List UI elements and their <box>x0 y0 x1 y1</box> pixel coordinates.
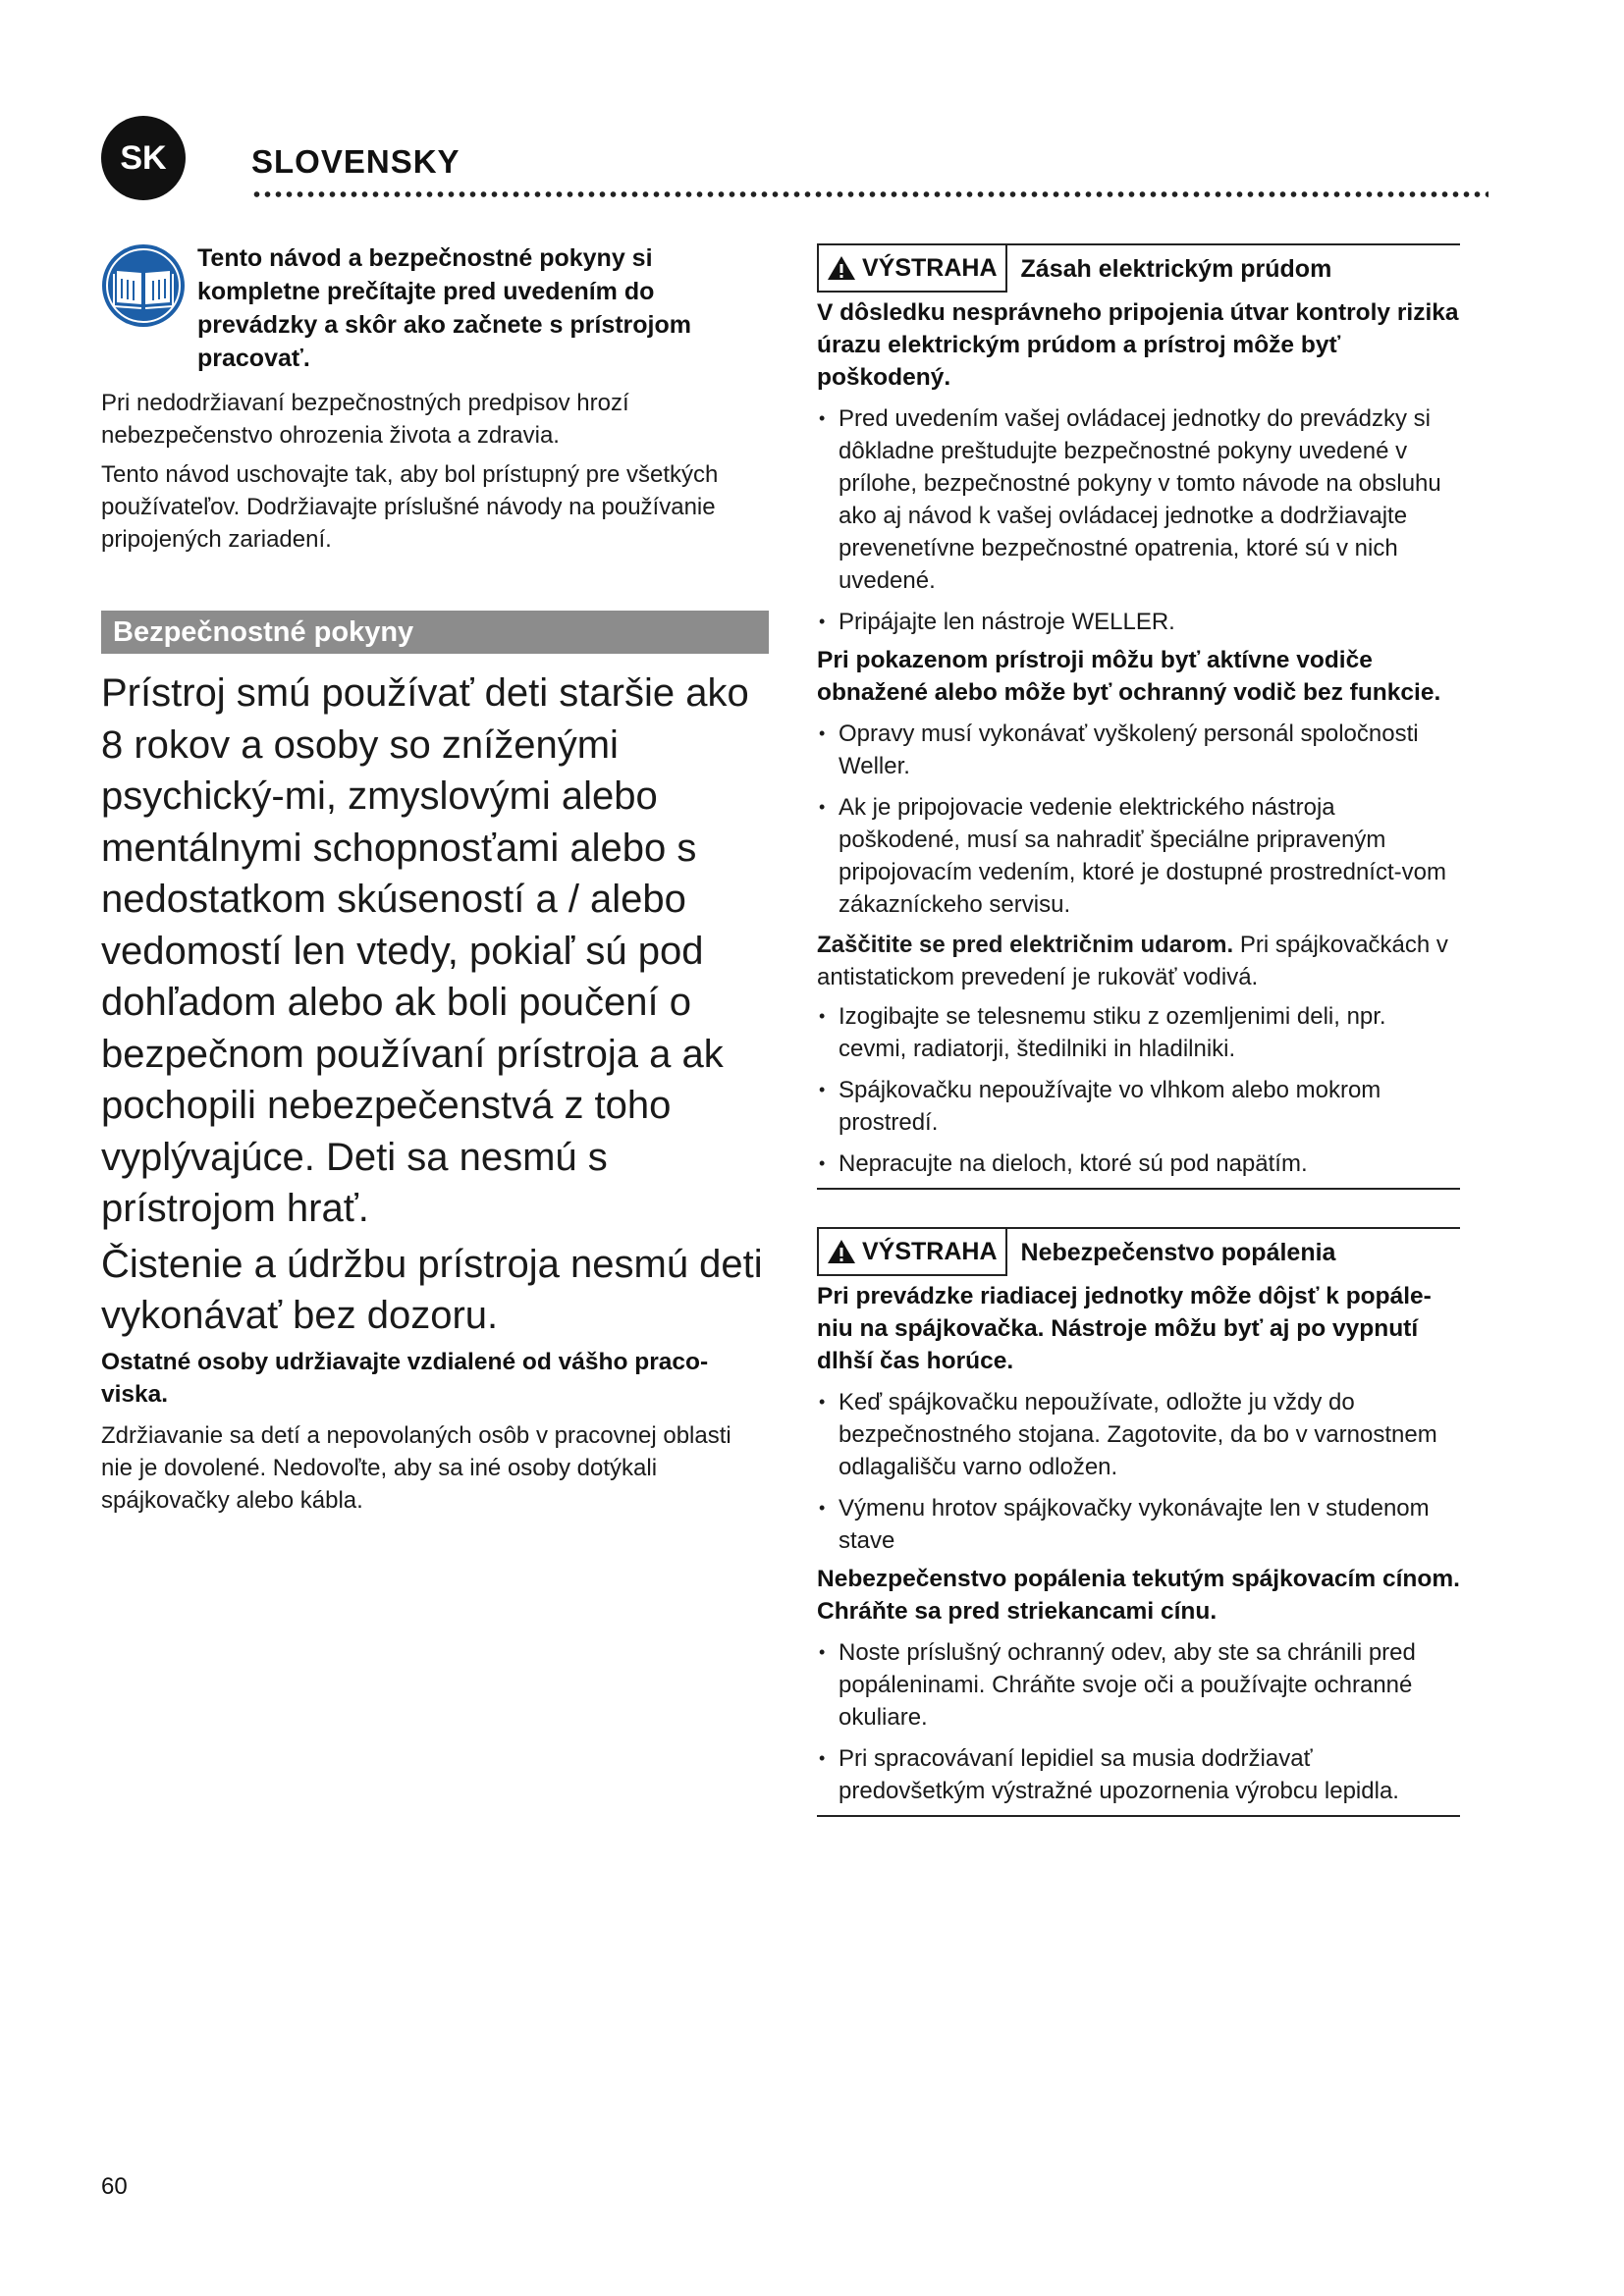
burn-solder-warning: Nebezpečenstvo popálenia tekutým spájkovacím cínom. Chráňte sa pred striekancami cínu. <box>817 1566 1460 1625</box>
intro-block <box>101 241 769 375</box>
list-item: • Ak je pripojovacie vedenie elektrického nástroja poškodené, musí sa nahradiť špeciálne pripraveným pripojovacím vedením, ktoré je dostupné prostredníct-vom zákazníckeho servisu. <box>817 791 1460 921</box>
warning-electric-shock <box>817 243 1460 1190</box>
keep-away-heading: Ostatné osoby udržiavajte vzdialené od vášho praco-viska. <box>101 1348 709 1408</box>
list-item: • Keď spájkovačku nepoužívate, odložte ju vždy do bezpečnostného stojana. Zagotovite, da bo v varnostnem odlagališču varno odložen. <box>817 1386 1460 1483</box>
language-title: SLOVENSKY <box>251 143 460 180</box>
children-warning-text: Prístroj smú používať deti staršie ako 8 rokov a osoby so zníženými psychický-mi, zmyslovými alebo mentálnymi schopnosťami alebo s nedostatkom skúseností a / alebo vedomostí len vtedy, pokiaľ sú pod dohľadom alebo ak boli poučení o bezpečnom používaní prístroja a ak pochopili nebezpečenstvá z toho vyplývajúce. Deti sa nesmú s prístrojom hrať. <box>101 671 749 1230</box>
warning-header <box>817 243 1460 293</box>
cleaning-warning-text: Čistenie a údržbu prístroja nesmú deti vykonávať bez dozoru. <box>101 1242 763 1337</box>
language-badge: SK <box>101 116 186 200</box>
list-item: • Pred uvedením vašej ovládacej jednotky do prevádzky si dôkladne preštudujte bezpečnostné pokyny uvedené v prílohe, bezpečnostné pokyny v tomto návode na obsluhu ako aj návod k vašej ovládacej jednotke a dodržiavajte prevenetívne bezpečnostné opatrenia, ktoré sú v nich uvedené. <box>817 402 1460 597</box>
warning-triangle-icon <box>827 1239 856 1264</box>
list-item: • Noste príslušný ochranný odev, aby ste sa chránili pred popáleninami. Chráňte svoje oči a používajte ochranné okuliare. <box>817 1636 1460 1734</box>
intro-instruction: Tento návod a bezpečnostné pokyny si kompletne prečítajte pred uvedením do prevádzky a skôr ako začnete s prístrojom pracovať. <box>197 244 691 372</box>
list-item: • Pri spracovávaní lepidiel sa musia dodržiavať predovšetkým výstražné upozornenia výrobcu lepidla. <box>817 1742 1460 1807</box>
warning-tag-label: VÝSTRAHA <box>862 1237 998 1265</box>
block-divider <box>817 1188 1460 1190</box>
protect-bold: Zaščitite se pred električnim udarom. <box>817 932 1234 958</box>
defect-warning: Pri pokazenom prístroji môžu byť aktívne vodiče obnažené alebo môže byť ochranný vodič bez funkcie. <box>817 647 1441 706</box>
list-item: • Izogibajte se telesnemu stiku z ozemljenimi deli, npr. cevmi, radiatorji, štedilniki in hladilniki. <box>817 1000 1460 1065</box>
warning-lead: Pri prevádzke riadiacej jednotky môže dôjsť k popále-niu na spájkovačka. Nástroje môžu byť aj po vypnutí dlhší čas horúce. <box>817 1283 1432 1374</box>
intro-paragraph-1: Pri nedodržiavaní bezpečnostných predpisov hrozí nebezpečenstvo ohrozenia života a zdravia. <box>101 390 629 449</box>
list-item: • Výmenu hrotov spájkovačky vykonávajte len v studenom stave <box>817 1492 1460 1557</box>
read-manual-icon <box>101 243 186 328</box>
section-heading: Bezpečnostné pokyny <box>101 611 769 654</box>
warning-tag <box>817 1229 1007 1276</box>
bullet-list <box>817 402 1460 638</box>
warning-title: Zásah elektrickým prúdom <box>1020 254 1332 283</box>
keep-away-paragraph: Zdržiavanie sa detí a nepovolaných osôb v pracovnej oblasti nie je dovolené. Nedovoľte, aby sa iné osoby dotýkali spájkovačky alebo kábla. <box>101 1421 731 1514</box>
list-item: • Opravy musí vykonávať vyškolený personál spoločnosti Weller. <box>817 718 1460 782</box>
protect-rest: Pri spájkovačkách v antistatickom prevedení je rukoväť vodivá. <box>817 932 1448 990</box>
warning-tag <box>817 245 1007 293</box>
protect-paragraph <box>817 929 1460 993</box>
bullet-list <box>817 718 1460 921</box>
list-item: • Spájkovačku nepoužívajte vo vlhkom alebo mokrom prostredí. <box>817 1074 1460 1139</box>
warning-title: Nebezpečenstvo popálenia <box>1020 1238 1336 1266</box>
warning-triangle-icon <box>827 255 856 281</box>
warning-tag-label: VÝSTRAHA <box>862 253 998 282</box>
list-item: • Nepracujte na dieloch, ktoré sú pod napätím. <box>817 1148 1460 1180</box>
left-column <box>101 241 769 1517</box>
warning-header <box>817 1227 1460 1276</box>
warning-burn-hazard <box>817 1227 1460 1817</box>
bullet-list <box>817 1636 1460 1807</box>
page-number: 60 <box>101 2173 128 2200</box>
warning-lead: V dôsledku nesprávneho pripojenia útvar kontroly rizika úrazu elektrickým prúdom a prístroj môže byť poškodený. <box>817 299 1459 391</box>
right-column <box>817 243 1460 1817</box>
bullet-list <box>817 1386 1460 1557</box>
intro-paragraph-2: Tento návod uschovajte tak, aby bol prístupný pre všetkých používateľov. Dodržiavajte príslušné návody na používanie pripojených zariadení. <box>101 461 719 553</box>
block-divider <box>817 1815 1460 1817</box>
dotted-divider <box>251 190 1489 198</box>
bullet-list <box>817 1000 1460 1180</box>
list-item: • Pripájajte len nástroje WELLER. <box>817 606 1460 638</box>
